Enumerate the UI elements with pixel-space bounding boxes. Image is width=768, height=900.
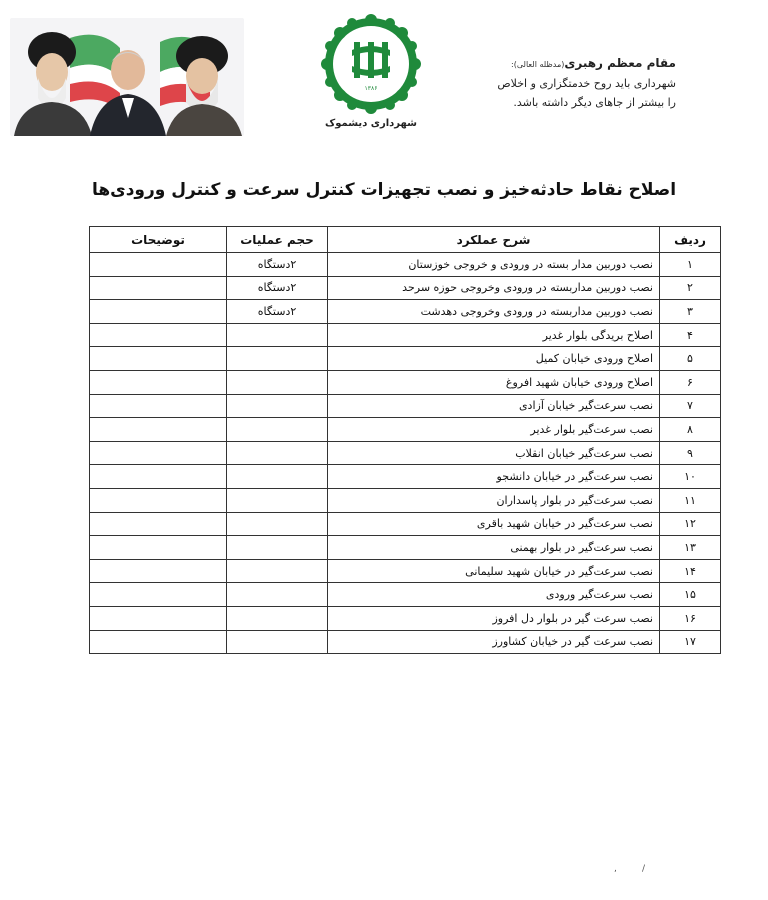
row-notes [90, 347, 227, 371]
row-notes [90, 276, 227, 300]
table-row [90, 253, 721, 277]
row-notes [90, 559, 227, 583]
row-description: نصب سرعت گیر در بلوار دل افروز [328, 606, 660, 630]
table-row [90, 323, 721, 347]
row-description: نصب دوربین مداربسته در ورودی وخروجی دهدشت [328, 300, 660, 324]
row-description: نصب سرعت‌گیر خیابان آزادی [328, 394, 660, 418]
row-index: ۱۰ [660, 465, 721, 489]
header-index: ردیف [660, 227, 721, 253]
table-row [90, 418, 721, 442]
table-body [90, 253, 721, 654]
table-row [90, 606, 721, 630]
row-notes [90, 394, 227, 418]
row-notes [90, 630, 227, 654]
row-description: نصب سرعت‌گیر در خیابان دانشجو [328, 465, 660, 489]
row-index: ۱۳ [660, 536, 721, 560]
row-description: نصب دوربین مدار بسته در ورودی و خروجی خوزستان [328, 253, 660, 277]
table-row [90, 394, 721, 418]
quote-title: مقام معظم رهبری [564, 56, 676, 70]
row-index: ۸ [660, 418, 721, 442]
row-notes [90, 583, 227, 607]
leader-quote [426, 54, 676, 112]
quote-line-2: را بیشتر از جاهای دیگر داشته باشد. [513, 96, 676, 109]
row-description: اصلاح بریدگی بلوار غدیر [328, 323, 660, 347]
quote-honorific: (مدظله العالی): [511, 60, 565, 69]
row-index: ۴ [660, 323, 721, 347]
scan-mark: / [642, 864, 646, 874]
row-notes [90, 300, 227, 324]
row-index: ۱۵ [660, 583, 721, 607]
row-description: نصب سرعت‌گیر بلوار غدیر [328, 418, 660, 442]
row-volume [227, 559, 328, 583]
row-index: ۹ [660, 441, 721, 465]
row-notes [90, 441, 227, 465]
scan-mark: , [614, 864, 617, 874]
quote-heading [426, 54, 676, 74]
row-notes [90, 488, 227, 512]
table-row [90, 583, 721, 607]
table-header-row [90, 227, 721, 253]
row-index: ۷ [660, 394, 721, 418]
row-description: نصب دوربین مداربسته در ورودی وخروجی حوزه سرحد [328, 276, 660, 300]
row-volume [227, 488, 328, 512]
row-volume [227, 370, 328, 394]
row-notes [90, 418, 227, 442]
table-row [90, 512, 721, 536]
row-index: ۳ [660, 300, 721, 324]
row-volume [227, 583, 328, 607]
row-description: نصب سرعت‌گیر در خیابان شهید سلیمانی [328, 559, 660, 583]
table-row [90, 536, 721, 560]
row-description: نصب سرعت‌گیر در خیابان شهید باقری [328, 512, 660, 536]
table-row [90, 465, 721, 489]
document-title: اصلاح نقاط حادثه‌خیز و نصب تجهیزات کنترل سرعت و کنترل ورودی‌ها [91, 180, 677, 200]
header-notes: توضیحات [90, 227, 227, 253]
row-description: اصلاح ورودی خیابان شهید افروغ [328, 370, 660, 394]
row-volume [227, 536, 328, 560]
row-index: ۱۷ [660, 630, 721, 654]
table-row [90, 488, 721, 512]
operations-table [89, 226, 721, 654]
row-notes [90, 512, 227, 536]
row-volume [227, 394, 328, 418]
row-volume [227, 347, 328, 371]
row-description: نصب سرعت‌گیر ورودی [328, 583, 660, 607]
row-index: ۱۴ [660, 559, 721, 583]
row-volume [227, 323, 328, 347]
row-volume [227, 441, 328, 465]
row-index: ۱ [660, 253, 721, 277]
quote-line-1: شهرداری باید روح خدمتگزاری و اخلاص [497, 77, 676, 90]
row-notes [90, 536, 227, 560]
logo-caption: شهرداری دیشموک [325, 118, 417, 129]
row-description: اصلاح ورودی خیابان کمیل [328, 347, 660, 371]
row-index: ۲ [660, 276, 721, 300]
logo-year: ۱۳۸۶ [364, 85, 378, 92]
leaders-portraits-image [10, 18, 244, 136]
row-volume [227, 418, 328, 442]
row-notes [90, 606, 227, 630]
row-description: نصب سرعت‌گیر در بلوار بهمنی [328, 536, 660, 560]
table-row [90, 276, 721, 300]
table-row [90, 559, 721, 583]
header-volume: حجم عملیات [227, 227, 328, 253]
row-volume: ۲دستگاه [227, 276, 328, 300]
row-volume [227, 630, 328, 654]
row-volume [227, 465, 328, 489]
header-description: شرح عملکرد [328, 227, 660, 253]
table-row [90, 370, 721, 394]
row-notes [90, 465, 227, 489]
row-description: نصب سرعت‌گیر در بلوار پاسداران [328, 488, 660, 512]
table-row [90, 347, 721, 371]
row-volume: ۲دستگاه [227, 253, 328, 277]
row-index: ۶ [660, 370, 721, 394]
table-row [90, 441, 721, 465]
row-volume: ۲دستگاه [227, 300, 328, 324]
municipality-logo [316, 14, 426, 138]
row-volume [227, 512, 328, 536]
row-notes [90, 323, 227, 347]
table-row [90, 300, 721, 324]
row-description: نصب سرعت گیر در خیابان کشاورز [328, 630, 660, 654]
row-index: ۱۲ [660, 512, 721, 536]
row-notes [90, 370, 227, 394]
table-row [90, 630, 721, 654]
row-index: ۵ [660, 347, 721, 371]
row-index: ۱۱ [660, 488, 721, 512]
row-volume [227, 606, 328, 630]
row-notes [90, 253, 227, 277]
row-index: ۱۶ [660, 606, 721, 630]
row-description: نصب سرعت‌گیر خیابان انقلاب [328, 441, 660, 465]
